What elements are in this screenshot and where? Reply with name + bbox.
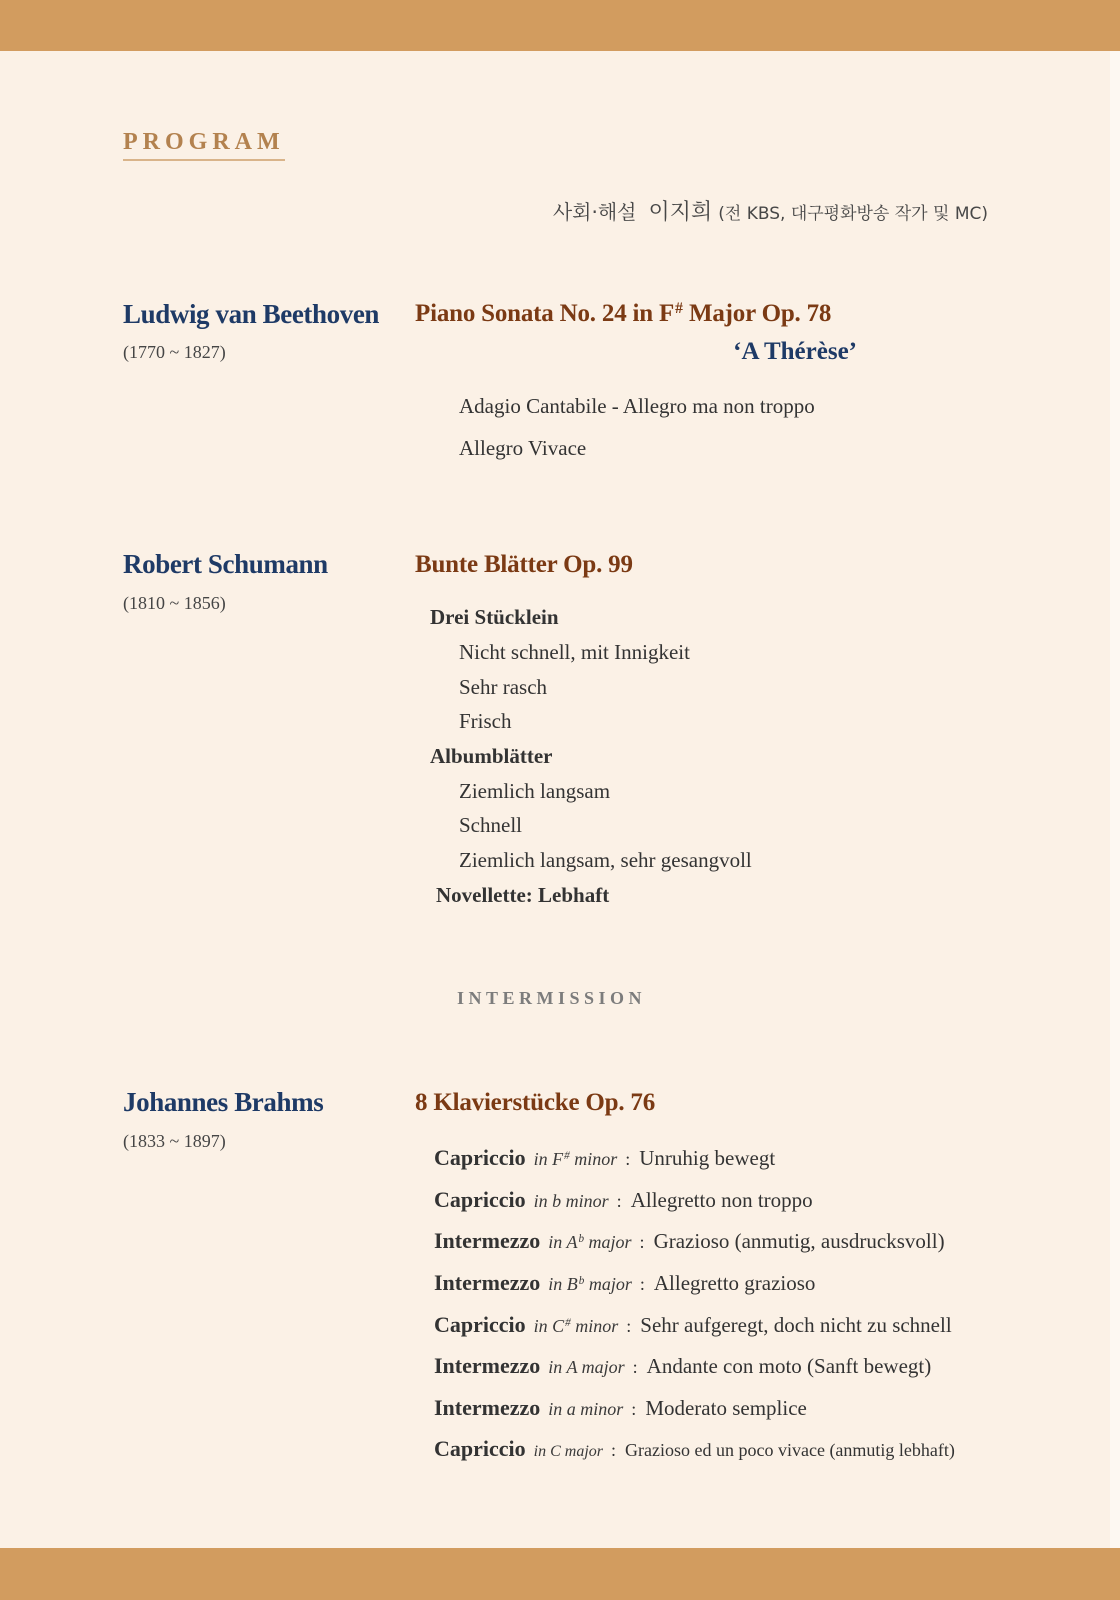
work-title: Bunte Blätter Op. 99	[415, 551, 633, 578]
key-mode: minor	[574, 1149, 618, 1169]
accidental: b	[578, 1275, 585, 1288]
piece-form: Capriccio	[434, 1187, 526, 1212]
piece-tempo: Moderato semplice	[645, 1396, 807, 1420]
composer-name: Robert Schumann	[123, 549, 328, 579]
work-nickname: ‘A Thérèse’	[733, 338, 857, 365]
key-text: in B	[548, 1274, 578, 1294]
intermission-label: INTERMISSION	[457, 988, 647, 1008]
piece-tempo: Grazioso (anmutig, ausdrucksvoll)	[653, 1229, 945, 1253]
piece-row	[434, 1394, 807, 1425]
host-name: 이지희	[648, 200, 713, 225]
group-title: Drei Stücklein	[430, 605, 559, 629]
piece-tempo: Allegretto grazioso	[653, 1271, 816, 1295]
piece-form: Intermezzo	[434, 1270, 541, 1295]
separator: :	[625, 1149, 631, 1169]
work-title-text: Piano Sonata No. 24 in F	[415, 300, 675, 327]
group-title: Albumblätter	[430, 744, 553, 768]
piece-row	[434, 1269, 815, 1300]
movement: Ziemlich langsam	[459, 779, 611, 803]
piece-form: Intermezzo	[434, 1228, 541, 1253]
piece-tempo: Allegretto non troppo	[630, 1188, 813, 1212]
accidental: b	[578, 1233, 585, 1246]
piece-key	[534, 1149, 618, 1169]
separator: :	[639, 1274, 645, 1294]
piece-form: Intermezzo	[434, 1353, 541, 1378]
movement: Nicht schnell, mit Innigkeit	[459, 640, 690, 664]
piece-row	[434, 1186, 813, 1217]
key-text: in A	[548, 1232, 578, 1252]
piece-row	[434, 1227, 945, 1258]
separator: :	[611, 1440, 617, 1460]
piece-row	[434, 1144, 775, 1175]
work-title-rest: Major Op. 78	[688, 300, 832, 327]
separator: :	[639, 1232, 645, 1252]
bottom-band	[0, 1548, 1120, 1600]
movement: Sehr rasch	[459, 675, 548, 699]
movement: Allegro Vivace	[459, 436, 587, 460]
composer-name: Ludwig van Beethoven	[123, 299, 380, 329]
page-heading: PROGRAM	[123, 128, 285, 161]
movement: Ziemlich langsam, sehr gesangvoll	[459, 848, 752, 872]
piece-tempo: Andante con moto (Sanft bewegt)	[646, 1354, 932, 1378]
accidental: #	[675, 300, 683, 318]
movement: Frisch	[459, 709, 512, 733]
piece-row	[434, 1311, 952, 1342]
work-title: 8 Klavierstücke Op. 76	[415, 1089, 656, 1116]
group-title: Novellette: Lebhaft	[436, 883, 610, 907]
piece-tempo: Grazioso ed un poco vivace (anmutig lebhaft)	[625, 1440, 955, 1460]
key-text: in F	[533, 1149, 564, 1169]
separator: :	[632, 1357, 638, 1377]
piece-key: in a minor	[548, 1399, 624, 1419]
accidental: #	[564, 1150, 570, 1163]
key-mode: major	[588, 1232, 632, 1252]
piece-key: in C major	[533, 1443, 603, 1460]
host-role: 사회·해설	[552, 200, 637, 224]
movement: Schnell	[459, 813, 522, 837]
separator: :	[631, 1399, 637, 1419]
piece-form: Capriccio	[434, 1436, 526, 1461]
composer-dates: (1810 ~ 1856)	[123, 593, 226, 613]
piece-key	[534, 1316, 619, 1336]
accidental: #	[565, 1317, 571, 1330]
piece-tempo: Sehr aufgeregt, doch nicht zu schnell	[640, 1313, 952, 1337]
key-text: in C	[533, 1316, 565, 1336]
key-mode: minor	[575, 1316, 619, 1336]
piece-key: in A major	[548, 1357, 625, 1377]
piece-form: Capriccio	[434, 1312, 526, 1337]
piece-tempo: Unruhig bewegt	[639, 1146, 776, 1170]
composer-dates: (1833 ~ 1897)	[123, 1131, 226, 1151]
separator: :	[626, 1316, 632, 1336]
piece-form: Capriccio	[434, 1145, 526, 1170]
movement: Adagio Cantabile - Allegro ma non troppo	[459, 394, 815, 418]
edge-strip	[1110, 51, 1120, 1548]
work-title	[415, 298, 831, 330]
piece-key: in b minor	[533, 1191, 609, 1211]
piece-key	[548, 1274, 632, 1294]
piece-row	[434, 1352, 931, 1383]
piece-form: Intermezzo	[434, 1395, 541, 1420]
composer-name: Johannes Brahms	[123, 1087, 324, 1117]
composer-dates: (1770 ~ 1827)	[123, 342, 226, 362]
host-line	[553, 198, 988, 228]
key-mode: major	[588, 1274, 632, 1294]
separator: :	[616, 1191, 622, 1211]
piece-key	[548, 1232, 631, 1252]
top-band	[0, 0, 1120, 51]
piece-row	[434, 1435, 955, 1466]
host-note: (전 KBS, 대구평화방송 작가 및 MC)	[718, 204, 988, 224]
